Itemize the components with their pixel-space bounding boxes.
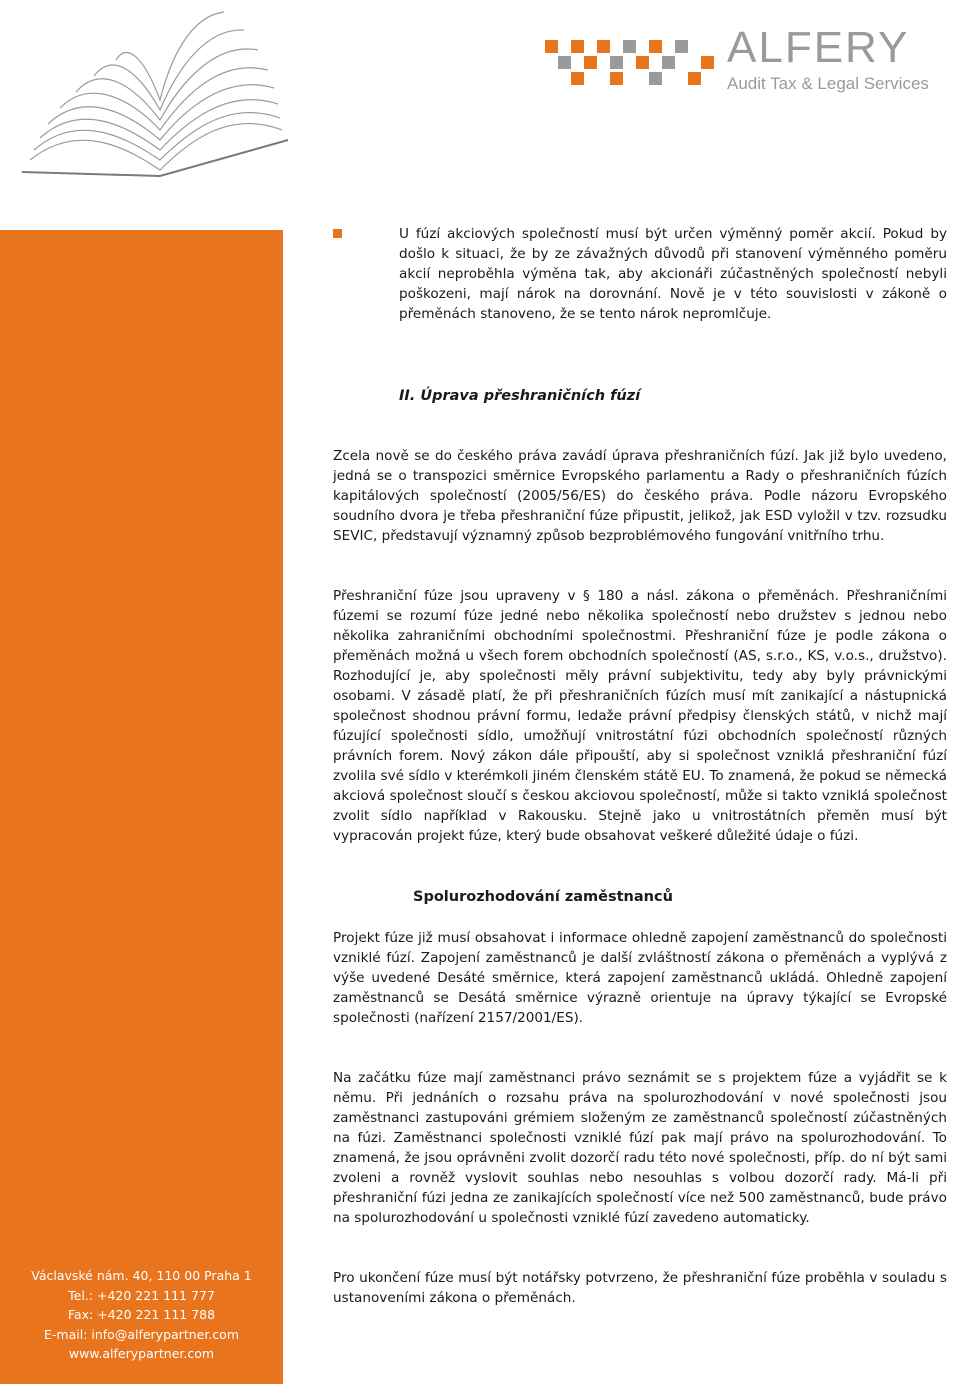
contact-block [0,1266,283,1364]
bullet-paragraph: U fúzí akciových společností musí být určen výměnný poměr akcií. Pokud by došlo k situaci, že by ze závažných důvodů při stanovení výměnného poměru akcií neproběhla výměna tak, aby akcionáři zúčastněných společností nebyli poškozeni, mají nárok na dorovnání. Nově je v této souvislosti v zákoně o přeměnách stanoveno, že se tento nárok nepromlčuje. [399,226,947,322]
open-book-icon [20,0,290,180]
paragraph: Projekt fúze již musí obsahovat i informace ohledně zapojení zaměstnanců do společnosti vzniklé fúzí. Zapojení zaměstnanců je další zvláštností zákona o přeměnách a vyplývá z výše uvedené Desáté směrnice, která zapojení zaměstnanců ukládá. Ohledně zapojení zaměstnanců se Desátá směrnice výrazně orientuje na úpravy týkající se Evropské společnosti (nařízení 2157/2001/ES). [333,930,947,1026]
bullet-square-icon [333,229,342,238]
sidebar [0,230,283,1384]
paragraph: Pro ukončení fúze musí být notářsky potvrzeno, že přeshraniční fúze proběhla v souladu s ustanoveními zákona o přeměnách. [333,1270,947,1306]
section-heading: II. Úprava přeshraničních fúzí [399,388,641,404]
contact-fax: Fax: +420 221 111 788 [67,1307,216,1322]
paragraph: Zcela nově se do českého práva zavádí úprava přeshraničních fúzí. Jak již bylo uvedeno, jedná se o transpozici směrnice Evropského parlamentu a Rady o přeshraničních fúzích kapitálových společností (2005/56/ES) do českého práva. Podle názoru Evropského soudního dvora je třeba přeshraniční fúze připustit, jelikož, jak ESD vyložil v tzv. rozsudku SEVIC, představují významný způsob bezproblémového fungování vnitřního trhu. [333,448,947,544]
contact-web[interactable]: www.alferypartner.com [68,1346,215,1361]
bullet-paragraph-block [333,224,947,324]
paragraph: Přeshraniční fúze jsou upraveny v § 180 a násl. zákona o přeměnách. Přeshraničními fúzemi se rozumí fúze jedné nebo několika společností nebo družstev s jednou nebo několika zahraničními obchodními společnostmi. Přeshraniční fúze je podle zákona o přeměnách možná u všech forem obchodních společností (AS, s.r.o., KS, v.o.s., družstvo). Rozhodující je, aby společnosti měly právní subjektivitu, tedy aby byly právnickými osobami. V zásadě platí, že při přeshraničních fúzích musí mít zanikající a nástupnická společnost shodnou právní formu, ledaže právní předpisy členských států, v nichž mají fúzující společnosti sídlo, umožňují vnitrostátní fúzi obchodních společností různých právních forem. Nový zákon dále připouští, aby si společnost vzniklá přeshraniční fúzí zvolila své sídlo v kterémkoli jiném členském státě EU. To znamená, že pokud se německá akciová společnost sloučí s českou akciovou společností, může si takto vzniklá společnost zvolit sídlo například v Rakousku. Stejně jako u vnitrostátních přeměn musí být vypracován projekt fúze, který bude obsahovat veškeré důležité údaje o fúzi. [333,588,947,844]
article-content [333,224,947,1308]
paragraph: Na začátku fúze mají zaměstnanci právo seznámit se s projektem fúze a vyjádřit se k němu. Při jednáních o rozsahu práva na spolurozhodování v nové společnosti jsou zaměstnanci zastupováni grémiem složeným ze zaměstnanců společností zúčastněných na fúzi. Zaměstnanci společnosti vzniklé fúzí pak mají právo na spolurozhodování. To znamená, že jsou oprávněni zvolit dozorčí radu této nové společnosti, příp. do ní být sami zvoleni a rovněž vyslovit souhlas nebo nesouhlas s volbou dozorčí rady. Má-li při přeshraniční fúzi jedna ze zanikajících společností více než 500 zaměstnanců, bude právo na spolurozhodování u společnosti vzniklé fúzí zavedeno automaticky. [333,1070,947,1226]
contact-tel: Tel.: +420 221 111 777 [68,1287,215,1303]
logo-squares [545,38,745,98]
sub-heading: Spolurozhodování zaměstnanců [413,889,673,905]
contact-address: Václavské nám. 40, 110 00 Praha 1 [31,1268,252,1283]
logo-tagline: Audit Tax & Legal Services [727,74,929,93]
logo-name: ALFERY [727,23,910,72]
contact-email[interactable]: E-mail: info@alferypartner.com [44,1326,239,1342]
